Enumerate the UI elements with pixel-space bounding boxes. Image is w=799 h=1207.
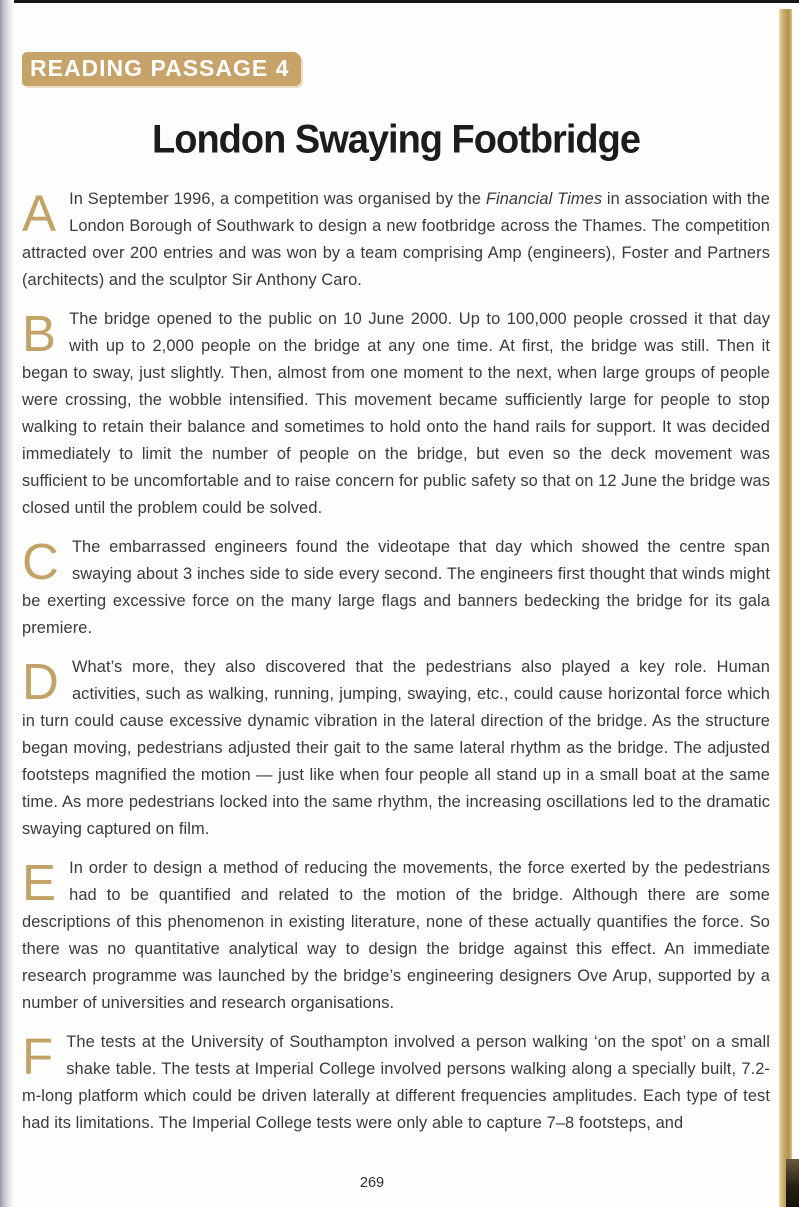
passage-paragraph-b	[22, 306, 770, 522]
dropcap-d: D	[22, 653, 59, 710]
passage-title: London Swaying Footbridge	[152, 118, 640, 162]
reading-passage-badge: READING PASSAGE 4	[22, 52, 301, 86]
passage-paragraph-c	[22, 534, 770, 642]
page-edge-bottom-right	[786, 1159, 799, 1207]
page-content	[22, 0, 770, 1207]
passage-paragraph-f	[22, 1029, 770, 1137]
paragraph-text: in association with the London Borough of Southwark to design a new footbridge across the Thames. The competition attracted over 200 entries and was won by a team comprising Amp (engineers), Foster and Partners (architects) and the sculptor Sir Anthony Caro.	[22, 190, 771, 289]
passage-paragraph-e	[22, 855, 770, 1017]
paragraph-text: In order to design a method of reducing the movements, the force exerted by the pedestrians had to be quantified and related to the motion of the bridge. Although there are some descriptions of this phenomenon in existing literature, none of these actually quantifies the force. So there was no quantitative analytical way to design the bridge against this effect. An immediate research programme was launched by the bridge’s engineering designers Ove Arup, supported by a number of universities and research organisations.	[22, 859, 770, 1012]
dropcap-e: E	[22, 854, 57, 911]
passage-paragraph-a	[22, 186, 770, 294]
paragraph-text: What’s more, they also discovered that the pedestrians also played a key role. Human activities, such as walking, running, jumping, swaying, etc., could cause horizontal force which in turn could cause excessive dynamic vibration in the lateral direction of the bridge. As the structure began moving, pedestrians adjusted their gait to the same lateral rhythm as the bridge. The adjusted footsteps magnified the motion — just like when four people all stand up in a small boat at the same time. As more pedestrians locked into the same rhythm, the increasing oscillations led to the dramatic swaying captured on film.	[22, 658, 770, 838]
paragraph-text: In September 1996, a competition was organised by the	[69, 190, 486, 208]
dropcap-a: A	[22, 185, 57, 242]
paragraph-text: The tests at the University of Southampton involved a person walking ‘on the spot’ on a small shake table. The tests at Imperial College involved persons walking along a specially built, 7.2-m-long platform which could be driven laterally at different frequencies amplitudes. Each type of test had its limitations. The Imperial College tests were only able to capture 7–8 footsteps, and	[22, 1033, 770, 1132]
dropcap-c: C	[22, 533, 59, 590]
italic-phrase: Financial Times	[485, 190, 603, 208]
page-edge-left	[0, 0, 14, 1207]
passage-paragraph-d	[22, 654, 770, 843]
paragraph-text: The bridge opened to the public on 10 June 2000. Up to 100,000 people crossed it that day with up to 2,000 people on the bridge at any one time. At first, the bridge was still. Then it began to sway, just slightly. Then, almost from one moment to the next, when large groups of people were crossing, the wobble intensified. This movement became sufficiently large for people to stop walking to retain their balance and sometimes to hold onto the hand rails for support. It was decided immediately to limit the number of people on the bridge, but even so the deck movement was sufficient to be uncomfortable and to raise concern for public safety so that on 12 June the bridge was closed until the problem could be solved.	[22, 310, 770, 517]
dropcap-f: F	[22, 1028, 54, 1085]
page-edge-right	[779, 9, 792, 1207]
passage-paragraphs	[22, 186, 770, 1137]
dropcap-b: B	[22, 305, 57, 362]
paragraph-text: The embarrassed engineers found the videotape that day which showed the centre span swaying about 3 inches side to side every second. The engineers first thought that winds might be exerting excessive force on the many large flags and banners bedecking the bridge for its gala premiere.	[22, 538, 770, 637]
page-number: 269	[359, 1175, 385, 1191]
